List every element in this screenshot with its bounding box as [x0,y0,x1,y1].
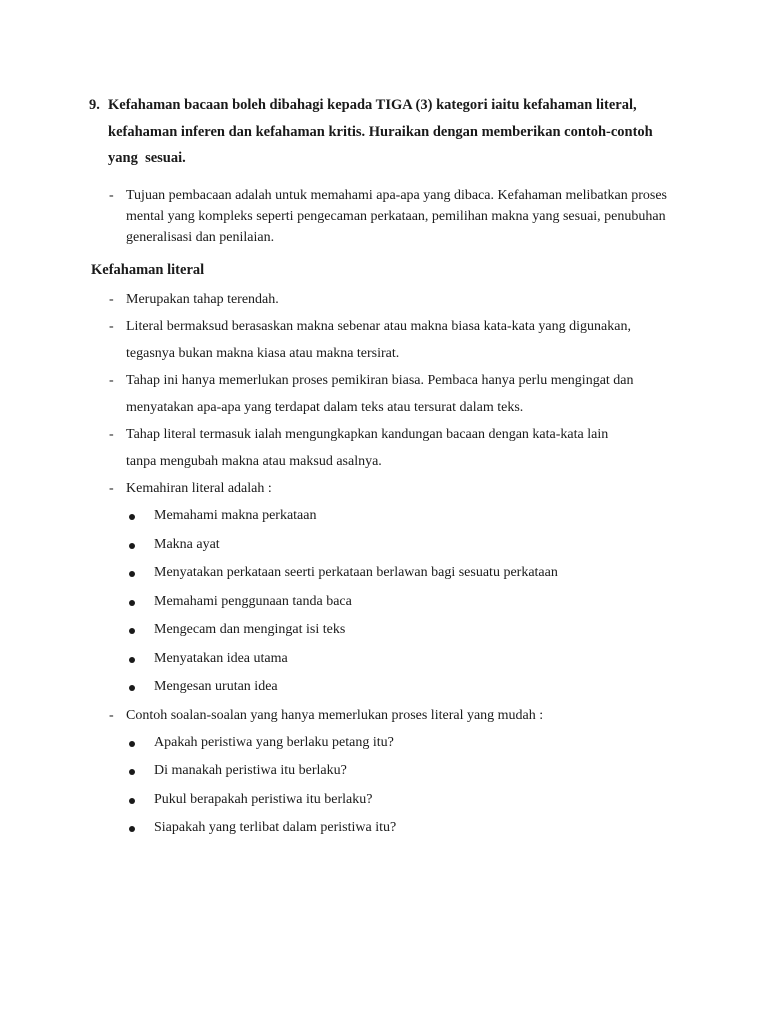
skill-text: Makna ayat [154,536,220,552]
list-item [109,286,689,313]
skill-item [109,616,689,645]
dash-marker: - [109,427,114,442]
list-item [109,421,689,475]
example-item [109,786,689,815]
bullet-icon [129,628,135,634]
point-text: Tahap ini hanya memerlukan proses pemikiran biasa. Pembaca hanya perlu mengingat dan [126,373,634,388]
examples-list [109,729,689,843]
question-text-line-1: Kefahaman bacaan boleh dibahagi kepada TIGA (3) kategori iaitu kefahaman literal, [108,97,637,113]
point-text: Literal bermaksud berasaskan makna sebenar atau makna biasa kata-kata yang digunakan, [126,319,631,334]
point-text: Kemahiran literal adalah : [126,481,272,496]
bullet-icon [129,826,135,832]
question-9 [89,92,689,172]
question-text-line-3: yang sesuai. [108,150,186,166]
point-text-continued: menyatakan apa-apa yang terdapat dalam teks atau tersurat dalam teks. [126,400,524,415]
bullet-icon [129,514,135,520]
point-text: Merupakan tahap terendah. [126,292,279,307]
list-item [109,702,689,729]
bullet-icon [129,600,135,606]
intro-text: Tujuan pembacaan adalah untuk memahami apa-apa yang dibaca. Kefahaman melibatkan proses mental yang kompleks seperti pengecaman perkataan, pemilihan makna yang sesuai, penubuhan generalisasi dan penilaian. [126,188,667,245]
dash-marker: - [109,481,114,496]
bullet-icon [129,685,135,691]
skills-list [109,502,689,702]
point-text: Tahap literal termasuk ialah mengungkapkan kandungan bacaan dengan kata-kata lain [126,427,609,442]
skill-text: Menyatakan idea utama [154,650,288,666]
question-line-1 [89,92,689,119]
skill-text: Memahami penggunaan tanda baca [154,593,352,609]
example-text: Di manakah peristiwa itu berlaku? [154,763,347,778]
dash-marker: - [109,188,114,203]
bullet-icon [129,571,135,577]
intro-item [109,185,689,248]
point-text-continued: tanpa mengubah makna atau maksud asalnya. [126,454,382,469]
example-item [109,729,689,758]
skill-text: Memahami makna perkataan [154,508,317,523]
bullet-icon [129,741,135,747]
dash-marker: - [109,292,114,307]
point-text-continued: tegasnya bukan makna kiasa atau makna tersirat. [126,346,400,361]
section-body [109,286,689,843]
skill-item [109,502,689,531]
skill-item [109,673,689,702]
bullet-icon [129,769,135,775]
section-heading: Kefahaman literal [91,262,205,278]
skill-item [109,531,689,560]
bullet-icon [129,657,135,663]
skill-item [109,645,689,674]
point-text: Contoh soalan-soalan yang hanya memerlukan proses literal yang mudah : [126,707,544,723]
example-text: Siapakah yang terlibat dalam peristiwa itu? [154,820,397,835]
example-item [109,757,689,786]
list-item [109,475,689,502]
question-text-line-2: kefahaman inferen dan kefahaman kritis. Huraikan dengan memberikan contoh-contoh [108,123,653,140]
dash-marker: - [109,319,114,334]
bullet-icon [129,798,135,804]
bullet-icon [129,543,135,549]
example-item [109,814,689,843]
example-text: Pukul berapakah peristiwa itu berlaku? [154,791,373,807]
question-number: 9. [89,97,100,113]
list-item [109,313,689,367]
intro-paragraph [109,185,689,248]
example-text: Apakah peristiwa yang berlaku petang itu? [154,734,394,750]
skill-item [109,559,689,588]
skill-text: Mengesan urutan idea [154,679,278,694]
skill-text: Mengecam dan mengingat isi teks [154,622,346,637]
dash-marker: - [109,373,114,388]
skill-text: Menyatakan perkataan seerti perkataan berlawan bagi sesuatu perkataan [154,565,558,580]
skill-item [109,588,689,617]
dash-marker: - [109,707,114,723]
list-item [109,367,689,421]
